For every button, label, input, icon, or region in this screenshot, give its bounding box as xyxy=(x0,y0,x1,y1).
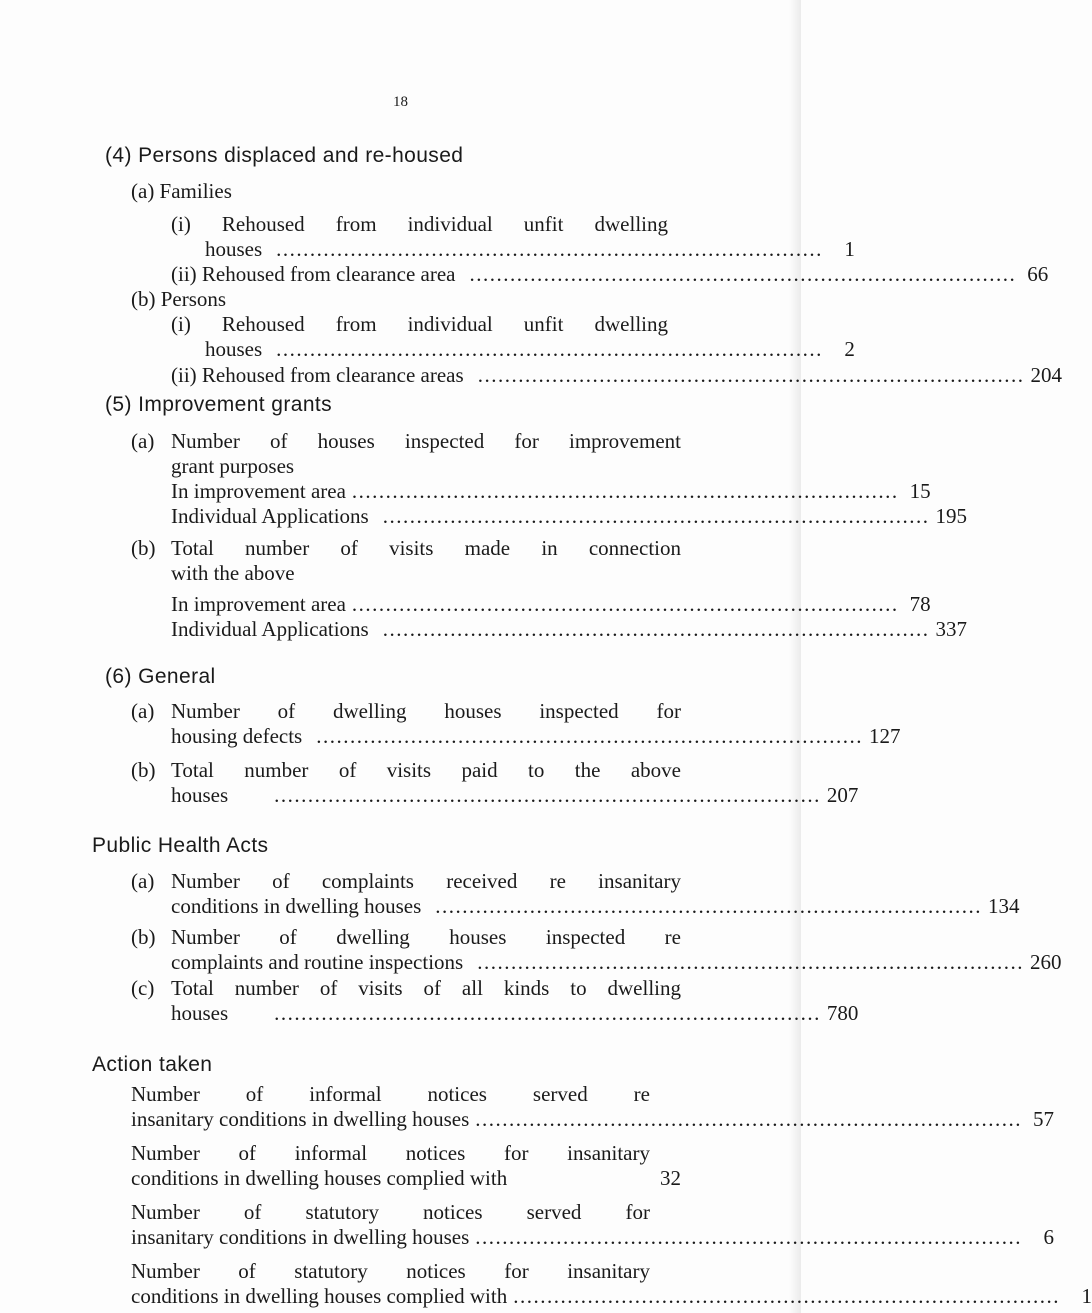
grants-b-text: Total number of visits made in connection xyxy=(171,536,681,560)
pha-c-text: Total number of visits of all kinds to dwelling xyxy=(171,976,681,1000)
row-label: complaints and routine inspections xyxy=(171,950,464,974)
persons-clearance-row xyxy=(171,362,1062,388)
row-value: 32 xyxy=(660,1166,681,1190)
leader-dots: ................................................................................. xyxy=(382,504,930,528)
pha-a-label: (a) xyxy=(131,869,155,893)
row-label: (ii) Rehoused from clearance areas xyxy=(171,363,464,387)
leader-dots: ................................................................................. xyxy=(276,237,823,261)
action-2-text: Number of informal notices for insanitary xyxy=(131,1141,650,1165)
section-4-heading: (4) Persons displaced and re-housed xyxy=(105,144,464,167)
page-number: 18 xyxy=(393,94,408,110)
row-value: 78 xyxy=(909,592,931,616)
general-a-row xyxy=(171,723,901,749)
row-value: 66 xyxy=(1027,262,1049,286)
grants-b-text-cont: with the above xyxy=(171,561,295,585)
action-taken-heading: Action taken xyxy=(92,1053,213,1076)
row-value: 780 xyxy=(826,1001,859,1025)
row-value: 337 xyxy=(935,617,967,641)
pha-a-row xyxy=(171,893,1020,919)
pha-a-text: Number of complaints received re insanitary xyxy=(171,869,681,893)
public-health-acts-heading: Public Health Acts xyxy=(92,834,269,857)
grants-a-label: (a) xyxy=(131,429,155,453)
grants-a-text: Number of houses inspected for improvement xyxy=(171,429,681,453)
families-unfit-text: (i) Rehoused from individual unfit dwelling xyxy=(171,212,668,236)
leader-dots: ................................................................................. xyxy=(351,592,899,616)
pha-b-row xyxy=(171,949,1062,975)
row-value: 6 xyxy=(1043,1225,1055,1249)
grants-b-individual-row xyxy=(171,616,967,642)
row-label: houses xyxy=(171,783,229,807)
persons-unfit-row xyxy=(205,336,855,362)
general-a-text: Number of dwelling houses inspected for xyxy=(171,699,681,723)
leader-dots: ................................................................................. xyxy=(477,363,1025,387)
grants-a-improvement-row xyxy=(171,478,931,504)
row-value: 127 xyxy=(868,724,901,748)
leader-dots: ................................................................................. xyxy=(351,479,899,503)
row-label: housing defects xyxy=(171,724,303,748)
leader-dots: ................................................................................. xyxy=(477,950,1024,974)
leader-dots: ................................................................................. xyxy=(382,617,930,641)
section-5-heading: (5) Improvement grants xyxy=(105,393,333,416)
row-value: 2 xyxy=(844,337,855,361)
leader-dots: ................................................................................. xyxy=(475,1225,1023,1249)
section-6-heading: (6) General xyxy=(105,665,216,688)
grants-b-improvement-row xyxy=(171,591,931,617)
row-label: houses xyxy=(171,1001,229,1025)
row-value: 195 xyxy=(935,504,967,528)
leader-dots: ................................................................................. xyxy=(274,783,821,807)
row-label: conditions in dwelling houses complied with xyxy=(131,1284,508,1308)
leader-dots: ................................................................................. xyxy=(276,337,823,361)
families-unfit-row xyxy=(205,236,855,262)
row-label: houses xyxy=(205,337,263,361)
row-label: Individual Applications xyxy=(171,617,369,641)
action-4-text: Number of statutory notices for insanitary xyxy=(131,1259,650,1283)
action-4-row xyxy=(131,1283,1092,1309)
row-value: 1 xyxy=(1081,1284,1092,1308)
action-1-text: Number of informal notices served re xyxy=(131,1082,650,1106)
pha-b-label: (b) xyxy=(131,925,156,949)
row-value: 1 xyxy=(844,237,855,261)
row-value: 57 xyxy=(1033,1107,1055,1131)
leader-dots: ................................................................................. xyxy=(475,1107,1023,1131)
action-3-row xyxy=(131,1224,1055,1250)
persons-unfit-text: (i) Rehoused from individual unfit dwelling xyxy=(171,312,668,336)
row-label: In improvement area xyxy=(171,479,346,503)
pha-b-text: Number of dwelling houses inspected re xyxy=(171,925,681,949)
leader-dots: ................................................................................. xyxy=(435,894,982,918)
row-label: insanitary conditions in dwelling houses xyxy=(131,1107,470,1131)
leader-dots: ................................................................................. xyxy=(316,724,863,748)
row-label: conditions in dwelling houses xyxy=(171,894,422,918)
general-b-text: Total number of visits paid to the above xyxy=(171,758,681,782)
row-label: houses xyxy=(205,237,263,261)
row-value: 207 xyxy=(826,783,859,807)
persons-label: (b) Persons xyxy=(131,287,227,311)
grants-a-text-cont: grant purposes xyxy=(171,454,295,478)
general-b-row xyxy=(171,782,859,808)
leader-dots: ................................................................................. xyxy=(274,1001,821,1025)
action-2-row xyxy=(131,1165,681,1191)
row-value: 204 xyxy=(1030,363,1062,387)
leader-dots: ................................................................................. xyxy=(469,262,1017,286)
row-label: conditions in dwelling houses complied with xyxy=(131,1166,508,1190)
action-1-row xyxy=(131,1106,1055,1132)
action-3-text: Number of statutory notices served for xyxy=(131,1200,650,1224)
grants-a-individual-row xyxy=(171,503,967,529)
row-label: (ii) Rehoused from clearance area xyxy=(171,262,456,286)
row-value: 260 xyxy=(1029,950,1062,974)
row-label: insanitary conditions in dwelling houses xyxy=(131,1225,470,1249)
general-a-label: (a) xyxy=(131,699,155,723)
leader-dots: ................................................................................. xyxy=(513,1284,1060,1308)
row-label: Individual Applications xyxy=(171,504,369,528)
general-b-label: (b) xyxy=(131,758,156,782)
row-value: 15 xyxy=(909,479,931,503)
row-label: In improvement area xyxy=(171,592,346,616)
pha-c-label: (c) xyxy=(131,976,155,1000)
families-label: (a) Families xyxy=(131,179,232,203)
pha-c-row xyxy=(171,1000,859,1026)
grants-b-label: (b) xyxy=(131,536,156,560)
families-clearance-row xyxy=(171,261,1049,287)
row-value: 134 xyxy=(988,894,1020,918)
